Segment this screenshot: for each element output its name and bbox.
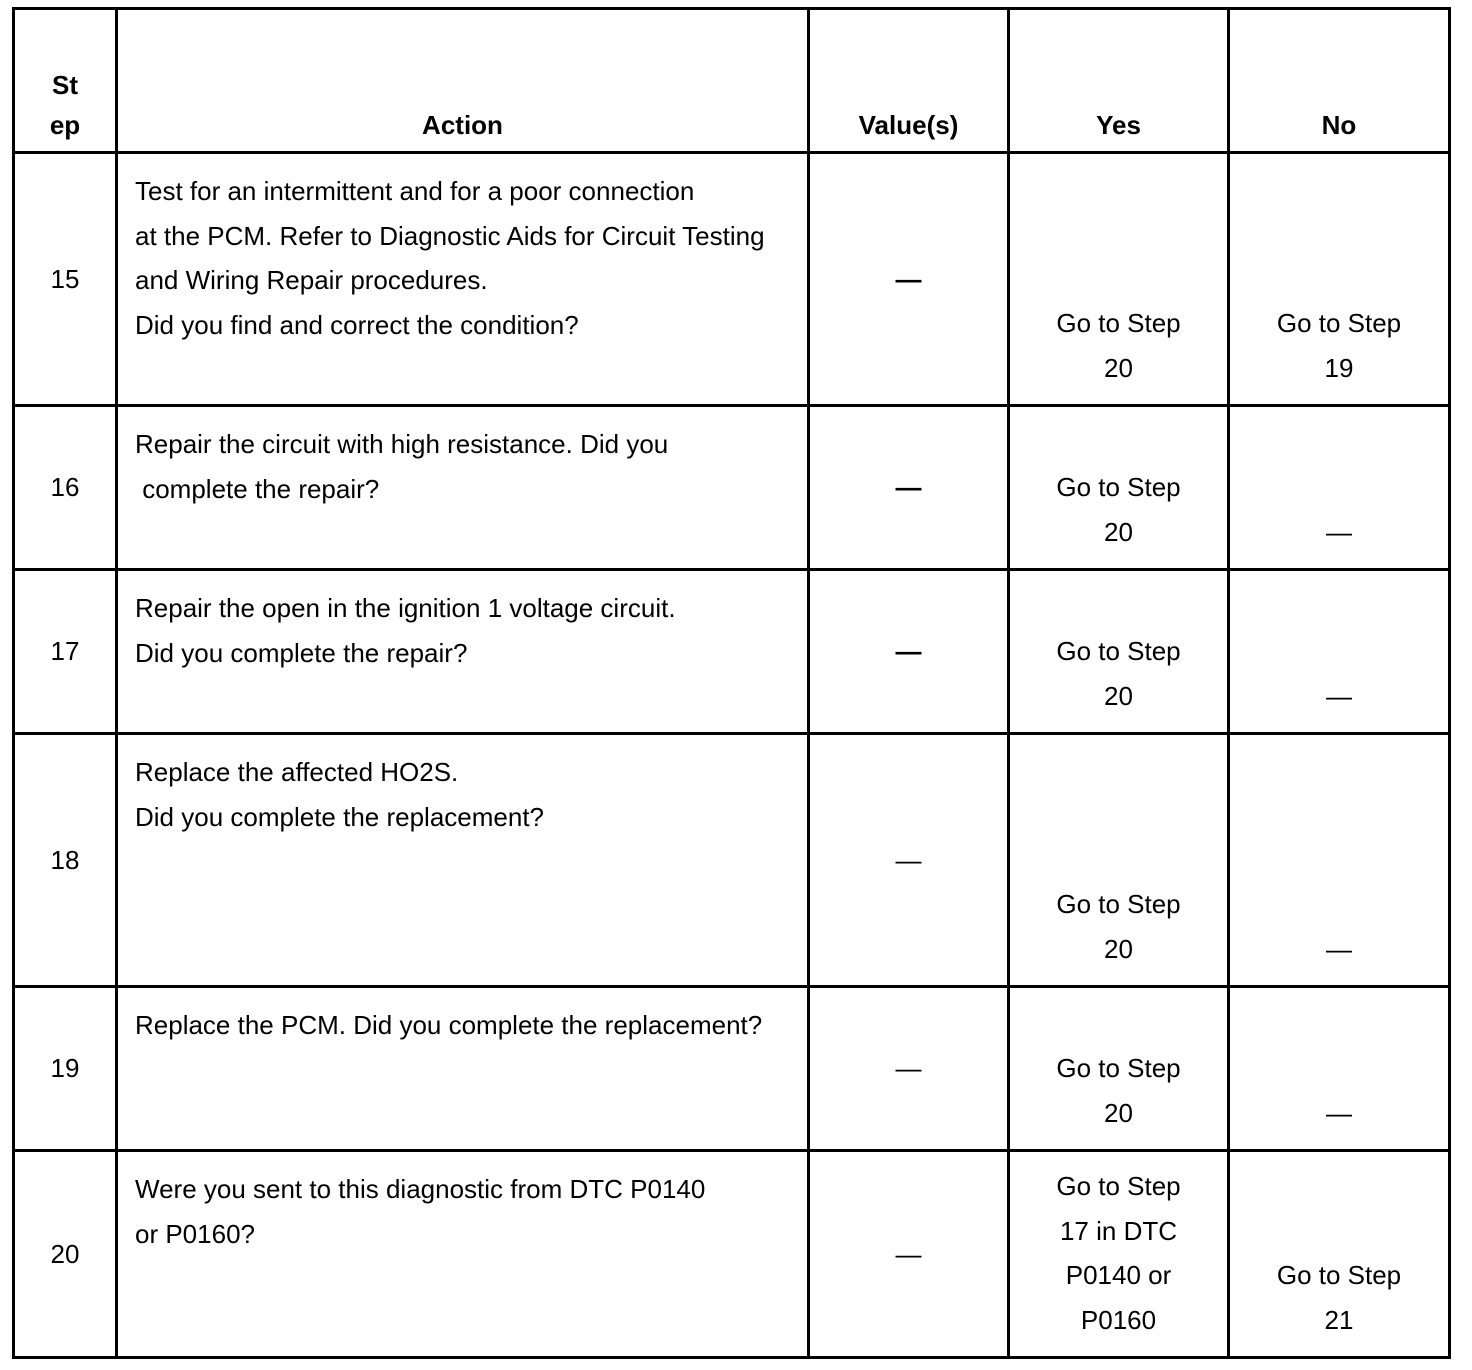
value-dash: — [809, 734, 1009, 987]
action-line: Did you complete the replacement? [135, 801, 545, 832]
action-text [117, 1151, 809, 1358]
table-row [14, 987, 1450, 1151]
no-answer: — [1229, 734, 1450, 987]
step-number: 18 [14, 734, 117, 987]
action-text [117, 406, 809, 570]
value-dash: — [809, 987, 1009, 1151]
header-yes: Yes [1009, 9, 1229, 153]
no-answer: — [1229, 570, 1450, 734]
header-action: Action [117, 9, 809, 153]
table-body [14, 153, 1450, 1358]
action-line: at the PCM. Refer to Diagnostic Aids for Circuit Testing [135, 220, 765, 251]
action-line: Replace the affected HO2S. [135, 757, 459, 787]
table-row [14, 734, 1450, 987]
value-dash: — [809, 406, 1009, 570]
action-text [117, 570, 809, 734]
table-header-row [14, 9, 1450, 153]
yes-answer: Go to Step 20 [1009, 153, 1229, 406]
table-row [14, 570, 1450, 734]
action-text [117, 153, 809, 406]
yes-answer: Go to Step 17 in DTC P0140 or P0160 [1009, 1151, 1229, 1358]
action-line: or P0160? [135, 1218, 255, 1249]
value-dash: — [809, 1151, 1009, 1358]
action-line: Replace the PCM. Did you complete the replacement? [135, 1010, 763, 1040]
diagnostic-table-container [12, 7, 1451, 1359]
header-values: Value(s) [809, 9, 1009, 153]
no-answer: Go to Step 21 [1229, 1151, 1450, 1358]
step-number: 15 [14, 153, 117, 406]
action-line: Did you complete the repair? [135, 637, 468, 668]
step-number: 20 [14, 1151, 117, 1358]
value-dash: — [809, 153, 1009, 406]
action-line: complete the repair? [135, 473, 380, 504]
action-text [117, 734, 809, 987]
action-line: and Wiring Repair procedures. [135, 265, 488, 295]
no-answer: Go to Step 19 [1229, 153, 1450, 406]
action-line: Repair the open in the ignition 1 voltage circuit. [135, 593, 676, 623]
value-dash: — [809, 570, 1009, 734]
header-no: No [1229, 9, 1450, 153]
action-text [117, 987, 809, 1151]
action-line: Were you sent to this diagnostic from DTC P0140 [135, 1174, 706, 1204]
no-answer: — [1229, 406, 1450, 570]
step-number: 17 [14, 570, 117, 734]
step-number: 19 [14, 987, 117, 1151]
yes-answer: Go to Step 20 [1009, 987, 1229, 1151]
yes-answer: Go to Step 20 [1009, 570, 1229, 734]
diagnostic-steps-table [12, 7, 1451, 1359]
action-line: Repair the circuit with high resistance. Did you [135, 429, 669, 459]
table-row [14, 1151, 1450, 1358]
action-line: Test for an intermittent and for a poor connection [135, 176, 695, 206]
step-number: 16 [14, 406, 117, 570]
table-row [14, 406, 1450, 570]
header-step: St ep [14, 9, 117, 153]
yes-answer: Go to Step 20 [1009, 406, 1229, 570]
yes-answer: Go to Step 20 [1009, 734, 1229, 987]
action-line: Did you find and correct the condition? [135, 309, 579, 340]
table-row [14, 153, 1450, 406]
no-answer: — [1229, 987, 1450, 1151]
